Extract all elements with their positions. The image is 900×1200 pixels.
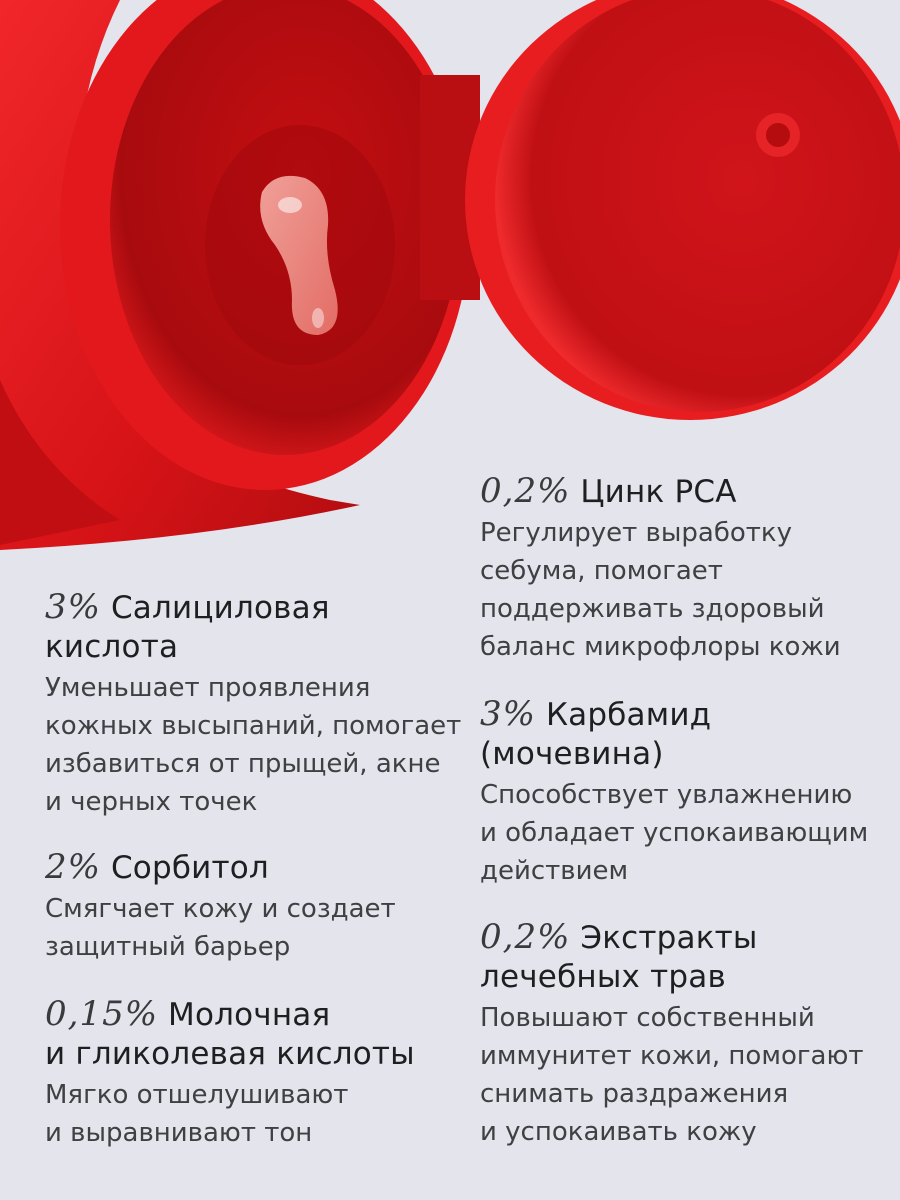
- ingredient-name: Экстракты: [580, 920, 758, 956]
- description-line: и выравнивают тон: [45, 1118, 313, 1148]
- description-line: иммунитет кожи, помогают: [480, 1041, 864, 1071]
- ingredient-percent: 0,15%: [45, 994, 159, 1034]
- ingredient-title: [480, 918, 863, 997]
- ingredient-name: Цинк PCA: [580, 474, 737, 510]
- description-line: поддерживать здоровый: [480, 594, 825, 624]
- ingredient-percent: 2%: [45, 847, 101, 887]
- ingredient-description: [480, 999, 863, 1151]
- ingredient-description: [480, 514, 841, 666]
- description-line: защитный барьер: [45, 932, 291, 962]
- ingredient-name: Карбамид: [545, 697, 712, 733]
- ingredient-percent: 0,2%: [480, 917, 571, 957]
- ingredient-name: лечебных трав: [480, 959, 726, 995]
- ingredient-carbamide: [480, 695, 868, 890]
- description-line: Мягко отшелушивают: [45, 1080, 349, 1110]
- description-line: Повышают собственный: [480, 1003, 815, 1033]
- ingredient-herbal-extracts: [480, 918, 863, 1151]
- ingredient-title: [480, 695, 868, 774]
- description-line: Регулирует выработку: [480, 518, 792, 548]
- ingredient-name: Салициловая: [110, 590, 330, 626]
- ingredient-percent: 0,2%: [480, 471, 571, 511]
- ingredient-description: [45, 669, 461, 821]
- description-line: и обладает успокаивающим: [480, 818, 869, 848]
- ingredient-title: [45, 588, 461, 667]
- ingredient-lactic-glycolic-acids: [45, 995, 415, 1152]
- tube-lid: [465, 0, 900, 420]
- ingredient-title: [45, 848, 396, 888]
- description-line: баланс микрофлоры кожи: [480, 632, 841, 662]
- ingredient-title: [480, 472, 841, 512]
- ingredient-name: Молочная: [168, 997, 331, 1033]
- ingredient-name: Сорбитол: [110, 850, 269, 886]
- description-line: Способствует увлажнению: [480, 780, 853, 810]
- description-line: снимать раздражения: [480, 1079, 789, 1109]
- ingredient-name: (мочевина): [480, 736, 664, 772]
- ingredient-percent: 3%: [480, 694, 536, 734]
- description-line: Уменьшает проявления: [45, 673, 371, 703]
- description-line: действием: [480, 856, 629, 886]
- ingredient-salicylic-acid: [45, 588, 461, 821]
- ingredient-description: [45, 890, 396, 966]
- ingredient-name: и гликолевая кислоты: [45, 1036, 415, 1072]
- ingredient-description: [480, 776, 868, 890]
- ingredient-sorbitol: [45, 848, 396, 966]
- description-line: и черных точек: [45, 787, 258, 817]
- description-line: избавиться от прыщей, акне: [45, 749, 441, 779]
- ingredient-name: кислота: [45, 629, 179, 665]
- description-line: себума, помогает: [480, 556, 723, 586]
- ingredient-zinc-pca: [480, 472, 841, 666]
- ingredient-percent: 3%: [45, 587, 101, 627]
- ingredient-description: [45, 1076, 415, 1152]
- description-line: кожных высыпаний, помогает: [45, 711, 462, 741]
- description-line: Смягчает кожу и создает: [45, 894, 396, 924]
- ingredient-title: [45, 995, 415, 1074]
- description-line: и успокаивать кожу: [480, 1117, 757, 1147]
